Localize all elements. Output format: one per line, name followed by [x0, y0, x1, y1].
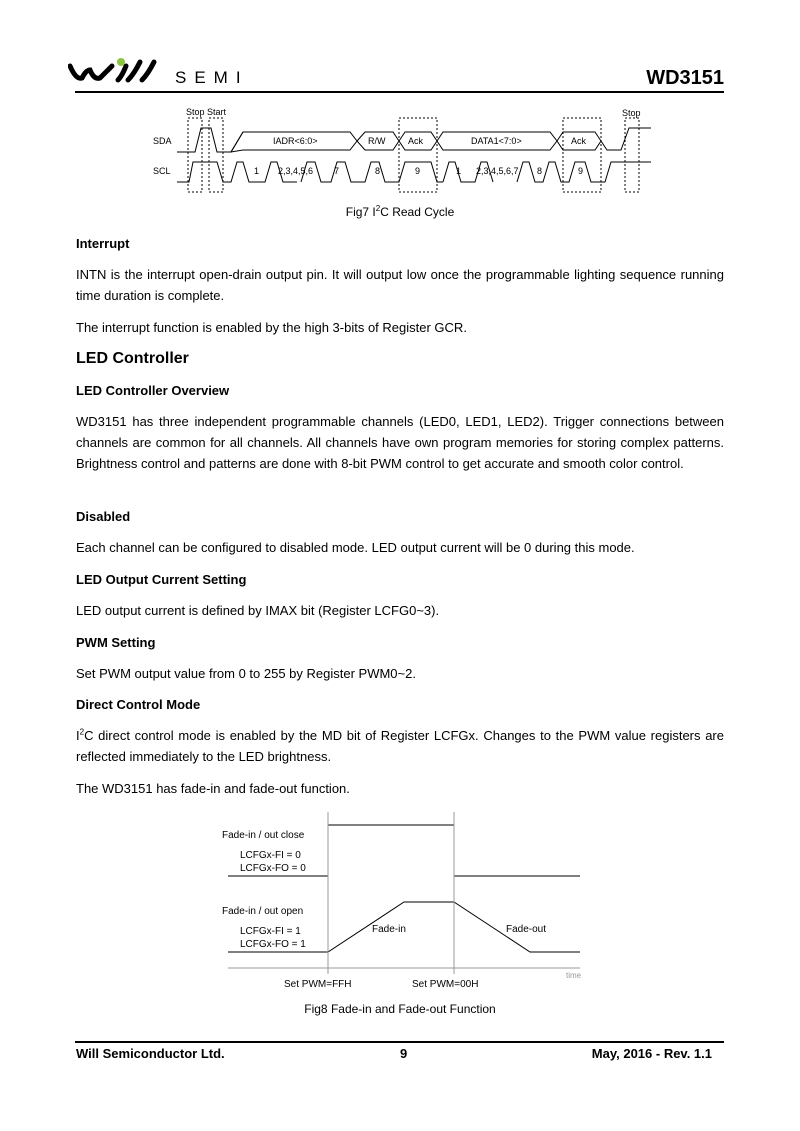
disabled-paragraph: Each channel can be configured to disabled mode. LED output current will be 0 during this mode. [76, 540, 635, 555]
set-00h-label: Set PWM=00H [412, 979, 479, 990]
scl-data-1: 1 [456, 166, 462, 176]
footer-rule [75, 1041, 724, 1043]
scl-data-4: 9 [578, 166, 584, 176]
interrupt-paragraph-2: The interrupt function is enabled by the high 3-bits of Register GCR. [76, 320, 467, 335]
page-header [0, 0, 800, 100]
document-id: WD3151 [646, 67, 724, 89]
close-fo: LCFGx-FO = 0 [240, 863, 306, 874]
data-label: DATA1<7:0> [471, 136, 522, 146]
i2c-read-cycle-diagram [145, 104, 660, 196]
fade-paragraph: The WD3151 has fade-in and fade-out function. [76, 781, 350, 796]
fig7-caption: Fig7 $I^2C$ Read Cycle [345, 204, 455, 219]
time-label: time [566, 971, 582, 980]
set-ffh-label: Set PWM=FFH [284, 979, 352, 990]
fade-in-label: Fade-in [372, 924, 406, 935]
stop-label-2: Stop [622, 108, 641, 118]
pwm-title: PWM Setting [76, 635, 156, 650]
scl-count-3: 7 [334, 166, 340, 176]
ack-label-1: Ack [408, 136, 424, 146]
overview-title: LED Controller Overview [76, 383, 230, 398]
open-fi: LCFGx-FI = 1 [240, 926, 301, 937]
scl-data-2: 2,3,4,5,6,7 [476, 166, 519, 176]
ack-label-2: Ack [571, 136, 587, 146]
rw-label: R/W [368, 136, 386, 146]
scl-count-5: 9 [415, 166, 421, 176]
scl-data-3: 8 [537, 166, 543, 176]
direct-paragraph: $I^2C$ direct control mode is enabled by the MD bit of Register LCFGx. Changes to the PWM value registers are reflected immediately to the LED brightness. [76, 727, 724, 764]
will-semi-logo [68, 58, 168, 84]
direct-title: Direct Control Mode [76, 697, 201, 712]
fig8-caption: Fig8 Fade-in and Fade-out Function [304, 1002, 496, 1016]
scl-count-1: 1 [254, 166, 260, 176]
footer-company: Will Semiconductor Ltd. [76, 1046, 225, 1061]
sda-label: SDA [153, 136, 172, 146]
close-title: Fade-in / out close [222, 830, 305, 841]
current-paragraph: LED output current is defined by IMAX bit (Register LCFG0~3). [76, 603, 440, 618]
disabled-title: Disabled [76, 509, 131, 524]
footer-date-revision: May, 2016 - Rev. 1.1 [591, 1046, 712, 1061]
scl-count-4: 8 [375, 166, 381, 176]
current-title: LED Output Current Setting [76, 572, 247, 587]
fade-function-diagram [210, 812, 600, 992]
scl-label: SCL [153, 166, 171, 176]
iadr-label: IADR<6:0> [273, 136, 318, 146]
interrupt-paragraph-1: INTN is the interrupt open-drain output pin. It will output low once the programmable lighting sequence running time duration is complete. [76, 267, 724, 303]
open-fo: LCFGx-FO = 1 [240, 939, 306, 950]
brand-text: SEMI [175, 68, 249, 87]
logo-dot [117, 58, 125, 66]
close-fi: LCFGx-FI = 0 [240, 850, 301, 861]
interrupt-title: Interrupt [76, 236, 130, 251]
fade-out-label: Fade-out [506, 924, 547, 935]
led-controller-title: LED Controller [76, 350, 189, 367]
stop-label-1: Stop [186, 107, 205, 117]
overview-paragraph: WD3151 has three independent programmable channels (LED0, LED1, LED2). Trigger connections between channels are common for all channels. All channels have own program memories for storing complex patterns. Brightness control and patterns are done with 8-bit PWM control to get accurate and smooth color control. [76, 414, 724, 471]
pwm-paragraph: Set PWM output value from 0 to 255 by Register PWM0~2. [76, 666, 416, 681]
open-title: Fade-in / out open [222, 906, 304, 917]
scl-count-2: 2,3,4,5,6 [278, 166, 314, 176]
start-label: Start [207, 107, 227, 117]
page-number: 9 [400, 1046, 408, 1061]
header-rule [75, 91, 724, 93]
